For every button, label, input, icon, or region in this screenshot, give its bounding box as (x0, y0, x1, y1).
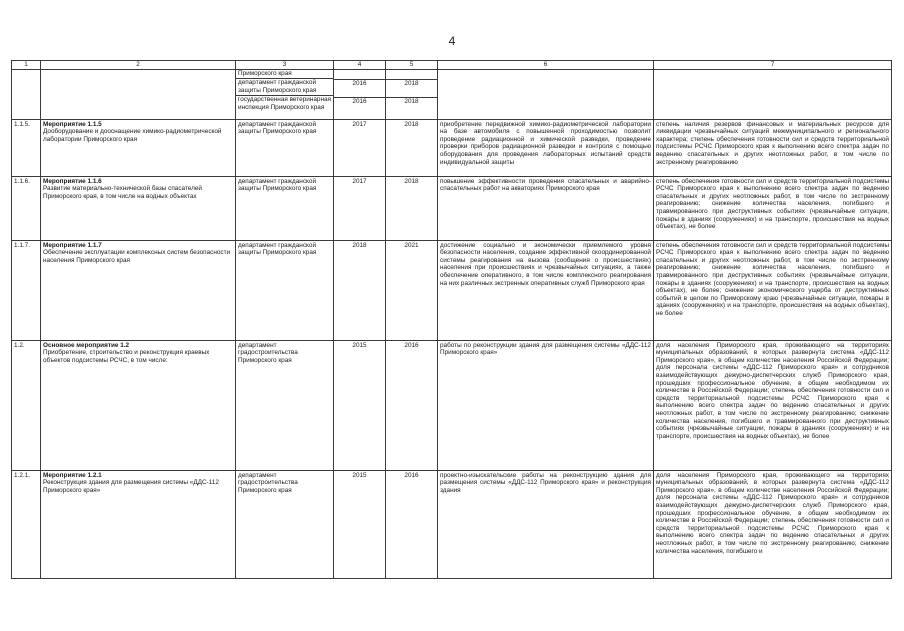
result-cell: работы по реконструкции здания для размещения системы «ДДС-112 Приморского края» (438, 340, 654, 470)
executor-cell: департамент гражданской защиты Приморского края (236, 176, 334, 240)
column-number: 5 (386, 61, 438, 70)
activity-title: Мероприятие 1.2.1 (43, 471, 102, 479)
result-cell: проектно-изыскательские работы на реконструкцию здания для размещения системы «ДДС-112 Приморского края» и реконструкция здания (438, 470, 654, 578)
activity-name-cell (41, 176, 236, 240)
row-number: 1.2.1. (12, 470, 41, 578)
executor-name: государственная ветеринарная инспекция Приморского края (238, 96, 331, 111)
end-year: 2018 (386, 176, 438, 240)
activity-description: Приобретение, строительство и реконструкция краевых объектов подсистемы РСЧС, в том числе: (43, 349, 210, 364)
start-year: 2017 (334, 176, 386, 240)
program-activities-table (11, 60, 892, 579)
activity-name-cell (41, 340, 236, 470)
activity-description: Развитие материально-технической базы спасателей Приморского края, в том числе на водных объектах (43, 185, 202, 200)
column-number: 3 (236, 61, 334, 70)
result-cell: достижение социально и экономически приемлемого уровня безопасности населения, создание эффективной скоординированной системы реагирования на вызова (сообщения о происшествиях) населения при происшествиях и чрезвычайных ситуациях, а также обеспечение оперативного, в том числе комплексного реагирования на них различных экстренных оперативных служб Приморского края (438, 240, 654, 340)
activity-name-cell (41, 69, 236, 119)
row-number: 1.1.5. (12, 119, 41, 176)
result-cell (438, 69, 654, 119)
end-year: 2018 (404, 97, 419, 105)
activity-title: Основное мероприятие 1.2 (43, 341, 130, 349)
activity-name-cell (41, 470, 236, 578)
row-number: 1.1.7. (12, 240, 41, 340)
column-number: 4 (334, 61, 386, 70)
table-row (12, 340, 892, 470)
indicator-cell: доля населения Приморского края, проживающего на территориях муниципальных образований, в которых развернута система «ДДС-112 Приморского края», в общем количестве населения Российской Федерации; доля персонала системы «ДДС-112 Приморского края» и сотрудников взаимодействующих дежурно-диспетчерских служб Приморского края, прошедших профессиональное обучение, в общем необходимом их количестве в Российской Федерации; степень обеспечения готовности сил и средств территориальной подсистемы РСЧС Приморского края к выполнению всего спектра задач по ведению спасательных и других неотложных работ, в том числе по экстренному реагированию; снижение количества населения, погибшего и травмированного при деструктивных событиях (чрезвычайные ситуации, пожары в зданиях (сооружениях) и на транспорте, происшествия на водных объектах), не более (654, 340, 892, 470)
activity-name-cell (41, 119, 236, 176)
end-year (386, 70, 437, 80)
end-year: 2018 (386, 80, 437, 98)
start-year: 2018 (334, 240, 386, 340)
column-number: 7 (654, 61, 892, 70)
activity-name-cell (41, 240, 236, 340)
indicator-cell: степень наличия резервов финансовых и материальных ресурсов для ликвидации чрезвычайных ситуаций межмуниципального и регионального характера; степень обеспечения готовности сил и средств территориальной подсистемы РСЧС Приморского края к выполнению всего спектра задач по ведению спасательных и других неотложных работ, в том числе по экстренному реагированию (654, 119, 892, 176)
executor-cell: департамент градостроительства Приморского края (236, 340, 334, 470)
table-row (12, 69, 892, 119)
row-number: 1.2. (12, 340, 41, 470)
executor-name: Приморского края (236, 70, 333, 80)
activity-title: Мероприятие 1.1.6 (43, 177, 102, 185)
start-year: 2017 (334, 119, 386, 176)
column-number: 6 (438, 61, 654, 70)
column-number: 1 (12, 61, 41, 70)
indicator-cell: степень обеспечения готовности сил и средств территориальной подсистемы РСЧС Приморского края к выполнению всего спектра задач по ведению спасательных и других неотложных работ, в том числе по экстренному реагированию; снижение количества населения, погибшего и травмированного при деструктивных событиях (чрезвычайные ситуации, пожары в зданиях (сооружениях) и на транспорте, происшествия на водных объектах), не более; снижение экономического ущерба от деструктивных событий в целом по Приморскому краю (чрезвычайные ситуации, пожары в зданиях (сооружениях) и на транспорте, происшествия на водных объектах), не более (654, 240, 892, 340)
row-number (12, 69, 41, 119)
end-year: 2018 (386, 119, 438, 176)
column-number: 2 (41, 61, 236, 70)
executor-name: департамент гражданской защиты Приморского края (236, 79, 333, 96)
start-year (334, 70, 385, 80)
indicator-cell: доля населения Приморского края, проживающего на территориях муниципальных образований, в которых развернута система «ДДС-112 Приморского края», в общем количестве населения Российской Федерации; доля персонала системы «ДДС-112 Приморского края» и сотрудников взаимодействующих дежурно-диспетчерских служб Приморского края, прошедших профессиональное обучение, в общем необходимом их количестве в Российской Федерации; степень обеспечения готовности сил и средств территориальной подсистемы РСЧС Приморского края к выполнению всего спектра задач по ведению спасательных и других неотложных работ, в том числе по экстренному реагированию; снижение количества населения, погибшего и (654, 470, 892, 578)
activity-title: Мероприятие 1.1.5 (43, 120, 102, 128)
activity-description: Обеспечение эксплуатации комплексных систем безопасности населения Приморского края (43, 249, 231, 264)
table-row (12, 240, 892, 340)
executor-cell: департамент гражданской защиты Приморского края (236, 240, 334, 340)
activity-title: Мероприятие 1.1.7 (43, 241, 102, 249)
end-year: 2016 (386, 340, 438, 470)
page-number: 4 (448, 34, 456, 48)
indicator-cell (654, 69, 892, 119)
end-year: 2021 (386, 240, 438, 340)
result-cell: приобретение передвижной химико-радиометрической лаборатории на базе автомобиля с повышенной проходимостью позволит проведение радиационной и химической разведки, проведение проверки приборов радиационной разведки и контроля с помощью оборудования для проведения лабораторных испытаний средств индивидуальной защиты (438, 119, 654, 176)
table-row (12, 119, 892, 176)
start-year-cell (334, 69, 386, 119)
start-year: 2015 (334, 470, 386, 578)
column-numbers-row (12, 61, 892, 70)
table-row (12, 470, 892, 578)
executor-cell: департамент градостроительства Приморского края (236, 470, 334, 578)
start-year: 2016 (352, 97, 367, 105)
executor-cell: департамент гражданской защиты Приморского края (236, 119, 334, 176)
table-row (12, 176, 892, 240)
row-number: 1.1.6. (12, 176, 41, 240)
executor-cell (236, 69, 334, 119)
end-year: 2016 (386, 470, 438, 578)
activity-description: Реконструкция здания для размещения системы «ДДС-112 Приморского края» (43, 479, 219, 494)
start-year: 2015 (334, 340, 386, 470)
end-year-cell (386, 69, 438, 119)
indicator-cell: степень обеспечения готовности сил и средств территориальной подсистемы РСЧС Приморского края к выполнению всего спектра задач по ведению спасательных и других неотложных работ, в том числе по экстренному реагированию; снижение количества населения, погибшего и травмированного при деструктивных событиях (чрезвычайные ситуации, пожары в зданиях (сооружениях) и на транспорте, происшествия на водных объектах), не более (654, 176, 892, 240)
result-cell: повышение эффективности проведения спасательных и аварийно-спасательных работ на акваториях Приморского края (438, 176, 654, 240)
activity-description: Дооборудование и дооснащение химико-радиометрической лаборатории Приморского края (43, 128, 222, 143)
start-year: 2016 (334, 80, 385, 98)
